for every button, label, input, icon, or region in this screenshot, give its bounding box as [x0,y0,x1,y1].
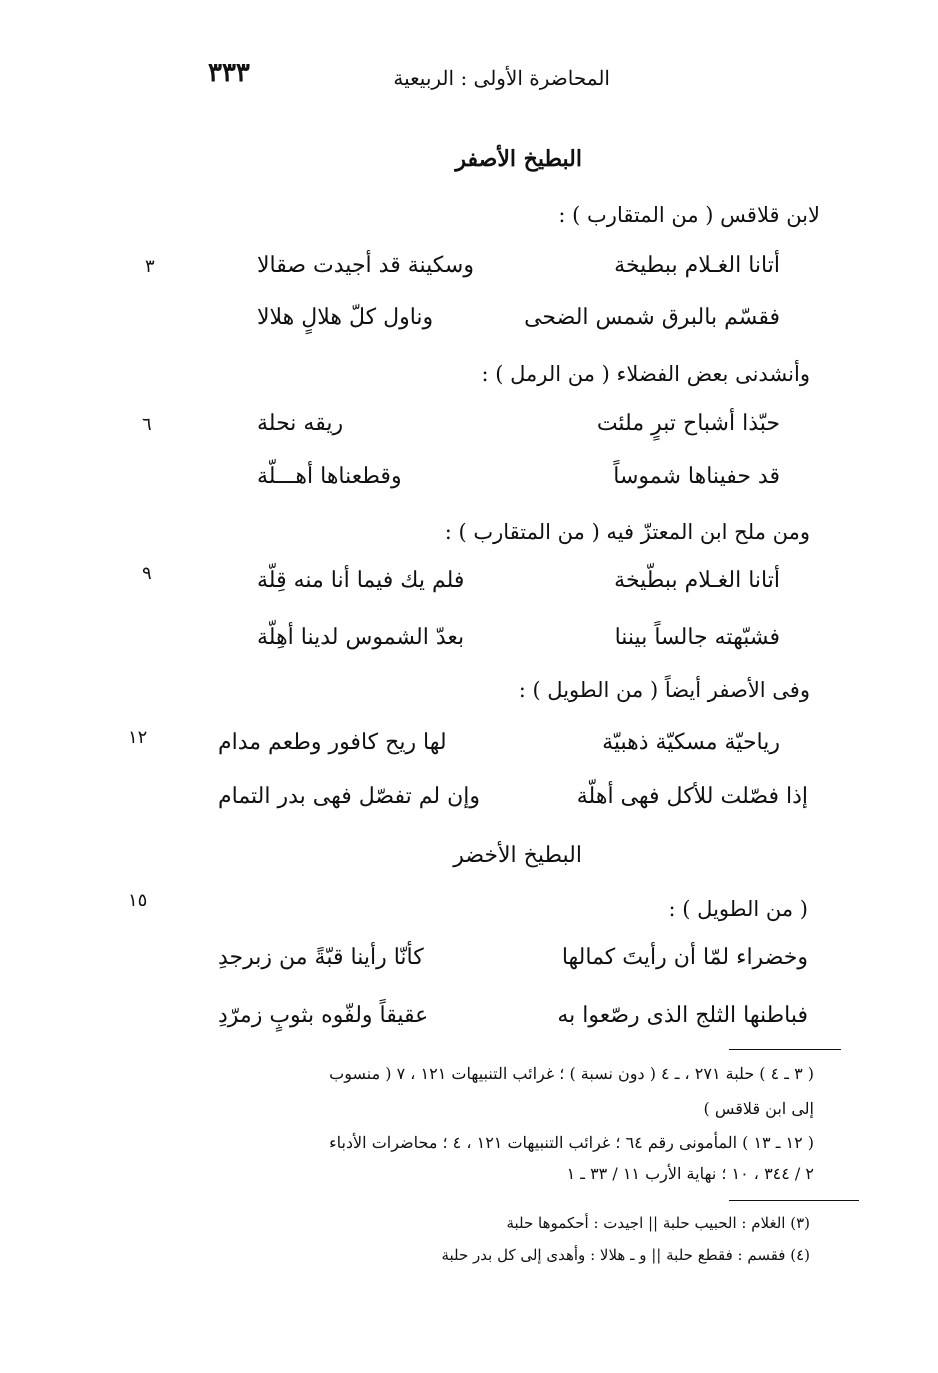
source-note: ٢ / ٣٤٤ ، ١٠ ؛ نهاية الأرب ١١ / ٣٣ ـ ١ [566,1164,814,1183]
hemistich-left: ريقه نحلة [257,411,344,436]
hemistich-left: وسكينة قد أجيدت صقالا [257,253,474,278]
footnote-divider [729,1200,859,1201]
hemistich-left: وناول كلّ هلالٍ هلالا [257,305,434,330]
hemistich-right: أتانا الغـلام ببطّيخة [614,568,780,593]
page-number: ٣٣٣ [208,58,250,88]
footnote-divider [729,1049,841,1050]
verse-intro: ( من الطويل ) : [668,897,808,921]
verse-intro: وأنشدنى بعض الفضلاء ( من الرمل ) : [481,362,810,386]
line-number: ٩ [142,563,152,584]
hemistich-left: لها ريح كافور وطعم مدام [218,730,447,755]
hemistich-right: رياحيّة مسكيّة ذهبيّة [602,730,780,755]
verse-intro: ومن ملح ابن المعتزّ فيه ( من المتقارب ) : [444,520,810,544]
hemistich-right: إذا فصّلت للأكل فهى أهلّة [576,784,808,809]
source-note: ( ١٢ ـ ١٣ ) المأمونى رقم ٦٤ ؛ غرائب التنبيهات ١٢١ ، ٤ ؛ محاضرات الأدباء [329,1133,814,1152]
section-heading-green-melon: البطيخ الأخضر [453,843,582,868]
verse-intro: لابن قلاقس ( من المتقارب ) : [558,203,820,227]
source-note: إلى ابن قلاقس ) [703,1099,814,1118]
hemistich-right: فباطنها الثلج الذى رصّعوا به [557,1003,808,1028]
line-number: ١٥ [128,890,148,911]
line-number: ١٢ [128,727,148,748]
hemistich-left: كأنّا رأينا قبّةً من زبرجدِ [218,945,424,970]
section-heading-yellow-melon: البطيخ الأصفر [455,146,582,172]
hemistich-right: أتانا الغـلام ببطيخة [614,253,780,278]
hemistich-right: وخضراء لمّا أن رأيتَ كمالها [561,945,808,970]
verse-intro: وفى الأصفر أيضاً ( من الطويل ) : [518,678,810,702]
variant-note: (٣) الغلام : الحبيب حلبة || اجيدت : أحكموها حلبة [506,1214,810,1232]
hemistich-left: عقيقاً ولفّوه بثوبٍ زمرّدِ [218,1003,429,1028]
line-number: ٦ [142,414,152,435]
line-number: ٣ [145,256,155,277]
hemistich-left: وإن لم تفصّل فهى بدر التمام [218,784,480,809]
hemistich-right: فقسّم بالبرق شمس الضحى [524,305,780,330]
hemistich-left: بعدّ الشموس لدينا أهِلّة [257,625,465,650]
hemistich-right: فشبّهته جالساً بيننا [614,625,780,650]
source-note: ( ٣ ـ ٤ ) حلبة ٢٧١ ، ـ ٤ ( دون نسبة ) ؛ غرائب التنبيهات ١٢١ ، ٧ ( منسوب [329,1064,814,1083]
hemistich-left: وقطعناها أهـــلّة [257,464,402,489]
variant-note: (٤) فقسم : فقطع حلبة || و ـ هلالا : وأهدى إلى كل بدر حلبة [441,1246,810,1264]
hemistich-right: قد حفيناها شموساً [613,464,780,489]
running-header: المحاضرة الأولى : الربيعية [393,66,610,90]
hemistich-right: حبّذا أشباح تبرٍ ملئت [596,411,780,436]
hemistich-left: فلم يك فيما أنا منه قِلّة [257,568,465,593]
